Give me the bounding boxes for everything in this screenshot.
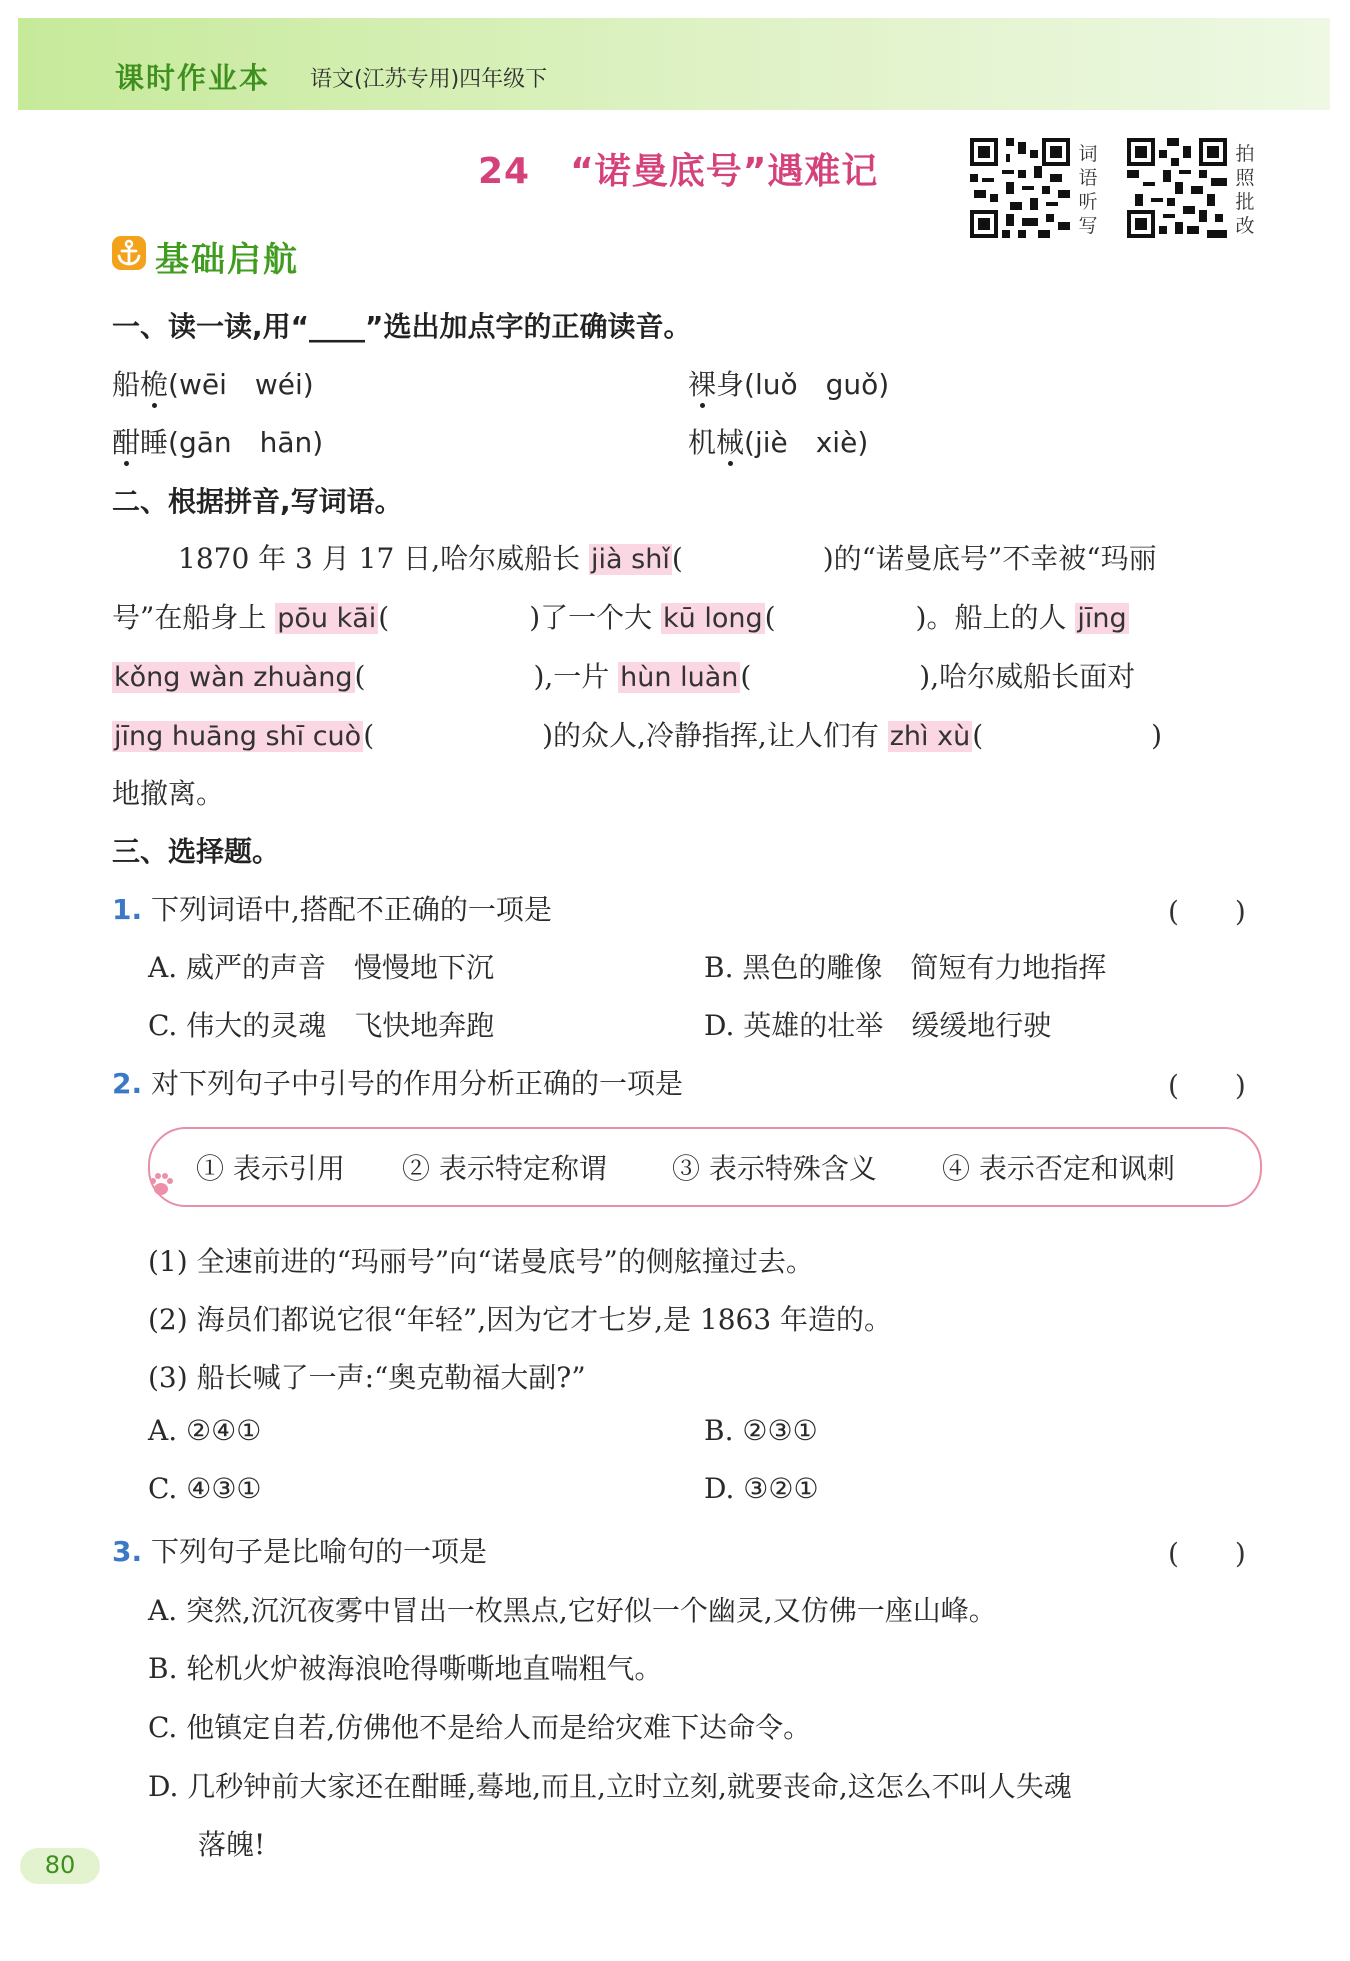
question-number: 2.: [112, 1067, 143, 1100]
option-d[interactable]: D. ③②①: [704, 1472, 819, 1505]
answer-blank[interactable]: ( )。船上的人: [764, 601, 1076, 634]
pinyin-choices: (gān hān): [168, 426, 324, 459]
pinyin-prompt: kǒng wàn zhuàng: [114, 662, 353, 693]
qr-label-char: 词: [1078, 143, 1098, 165]
paw-icon: [147, 1170, 175, 1198]
q2-line-5: 地撤离。: [112, 777, 225, 810]
answer-blank[interactable]: ( )的“诺曼底号”不幸被“玛丽: [671, 542, 1157, 575]
section-title: 基础启航: [155, 240, 299, 280]
lesson-name: “诺曼底号”遇难记: [570, 151, 879, 192]
option-b[interactable]: B. ②③①: [704, 1414, 818, 1447]
option-c[interactable]: C. ④③①: [148, 1472, 262, 1505]
pinyin-choices: (jiè xiè): [744, 426, 869, 459]
q1-item-text: 船: [112, 368, 141, 401]
q1-heading: 一、读一读,用“____”选出加点字的正确读音。: [112, 310, 692, 343]
question-number: 1.: [112, 893, 143, 926]
option-b[interactable]: B. 黑色的雕像 简短有力地指挥: [704, 951, 1107, 984]
pinyin-prompt: pōu kāi: [277, 603, 377, 634]
pinyin-prompt: hùn luàn: [620, 662, 739, 693]
q1-item-text: 身: [716, 368, 745, 401]
lesson-number: 24: [478, 151, 531, 192]
qr-label-photo: [1234, 142, 1256, 238]
q2-line-2: [112, 596, 1129, 636]
lesson-title: [478, 143, 878, 194]
q2-line-3: [112, 655, 1135, 695]
dotted-char: 械: [716, 426, 745, 459]
pinyin-prompt: jīng: [1077, 603, 1127, 634]
question-text: 下列词语中,搭配不正确的一项是: [151, 893, 552, 926]
qr-label-char: 听: [1078, 191, 1098, 213]
sentence-2: (2) 海员们都说它很“年轻”,因为它才七岁,是 1863 年造的。: [148, 1303, 893, 1336]
sentence-3: (3) 船长喊了一声:“奥克勒福大副?”: [148, 1361, 586, 1394]
box-item-1: ① 表示引用: [196, 1152, 345, 1185]
option-a[interactable]: A. ②④①: [148, 1414, 262, 1447]
pinyin-choices: (wēi wéi): [168, 368, 314, 401]
qr-code-icon: [1127, 138, 1227, 238]
qr-label-char: 批: [1235, 191, 1255, 213]
q1-item-1: [112, 363, 314, 403]
box-item-4: ④ 表示否定和讽刺: [942, 1152, 1175, 1185]
box-item-3: ③ 表示特殊含义: [672, 1152, 877, 1185]
q1-item-4: [688, 421, 868, 461]
q3-sub1-prompt: [112, 888, 552, 928]
answer-paren[interactable]: ( ): [1168, 1069, 1246, 1102]
option-a[interactable]: A. 突然,沉沉夜雾中冒出一枚黑点,它好似一个幽灵,又仿佛一座山峰。: [148, 1594, 997, 1627]
q1-item-2: [688, 363, 889, 403]
answer-blank[interactable]: ( ),一片: [354, 660, 619, 693]
sentence-1: (1) 全速前进的“玛丽号”向“诺曼底号”的侧舷撞过去。: [148, 1245, 814, 1278]
qr-code-dictation[interactable]: [970, 138, 1070, 238]
pinyin-prompt: jīng huāng shī cuò: [114, 721, 362, 752]
q3-sub2-prompt: [112, 1062, 683, 1102]
option-c[interactable]: C. 他镇定自若,仿佛他不是给人而是给灾难下达命令。: [148, 1711, 812, 1744]
qr-label-char: 拍: [1235, 143, 1255, 165]
pinyin-prompt: kū long: [663, 603, 763, 634]
box-item-2: ② 表示特定称谓: [402, 1152, 607, 1185]
answer-paren[interactable]: ( ): [1168, 895, 1246, 928]
option-d-continued: 落魄!: [198, 1828, 266, 1861]
q2-line-1: [178, 537, 1157, 577]
q2-text: 号”在船身上: [112, 601, 276, 634]
q1-item-3: [112, 421, 323, 461]
qr-code-icon: [970, 138, 1070, 238]
q1-item-text: 机: [688, 426, 717, 459]
question-text: 下列句子是比喻句的一项是: [151, 1535, 488, 1568]
option-d[interactable]: D. 英雄的壮举 缓缓地行驶: [704, 1009, 1052, 1042]
q3-sub3-prompt: [112, 1530, 487, 1570]
q2-text: 1870 年 3 月 17 日,哈尔威船长: [178, 542, 590, 575]
anchor-icon: [112, 236, 146, 270]
qr-label-char: 改: [1235, 215, 1255, 237]
option-b[interactable]: B. 轮机火炉被海浪呛得嘶嘶地直喘粗气。: [148, 1652, 663, 1685]
q3-heading: 三、选择题。: [112, 835, 281, 868]
q2-line-4: [112, 714, 1162, 754]
pinyin-prompt: jià shǐ: [591, 544, 670, 575]
dotted-char: 酣: [112, 426, 141, 459]
qr-code-photo-correct[interactable]: [1127, 138, 1227, 238]
option-a[interactable]: A. 威严的声音 慢慢地下沉: [148, 951, 495, 984]
question-number: 3.: [112, 1535, 143, 1568]
qr-label-char: 照: [1235, 167, 1255, 189]
qr-label-dictation: [1077, 142, 1099, 238]
answer-blank[interactable]: ( ): [972, 719, 1163, 752]
qr-label-char: 语: [1078, 167, 1098, 189]
dotted-char: 桅: [140, 368, 169, 401]
answer-blank[interactable]: ( ),哈尔威船长面对: [740, 660, 1136, 693]
dotted-char: 裸: [688, 368, 717, 401]
qr-label-char: 写: [1078, 215, 1098, 237]
brand-title: 课时作业本: [115, 61, 271, 95]
answer-blank[interactable]: ( )的众人,冷静指挥,让人们有: [363, 719, 888, 752]
pinyin-prompt: zhì xù: [889, 721, 971, 752]
question-text: 对下列句子中引号的作用分析正确的一项是: [151, 1067, 684, 1100]
option-c[interactable]: C. 伟大的灵魂 飞快地奔跑: [148, 1009, 495, 1042]
book-info: 语文(江苏专用)四年级下: [310, 67, 548, 92]
pinyin-choices: (luǒ guǒ): [744, 368, 890, 401]
page-number: 80: [44, 1851, 76, 1879]
answer-blank[interactable]: ( )了一个大: [378, 601, 662, 634]
answer-paren[interactable]: ( ): [1168, 1537, 1246, 1570]
q2-heading: 二、根据拼音,写词语。: [112, 485, 403, 518]
q1-item-text: 睡: [140, 426, 169, 459]
option-d[interactable]: D. 几秒钟前大家还在酣睡,蓦地,而且,立时立刻,就要丧命,这怎么不叫人失魂: [148, 1770, 1072, 1803]
